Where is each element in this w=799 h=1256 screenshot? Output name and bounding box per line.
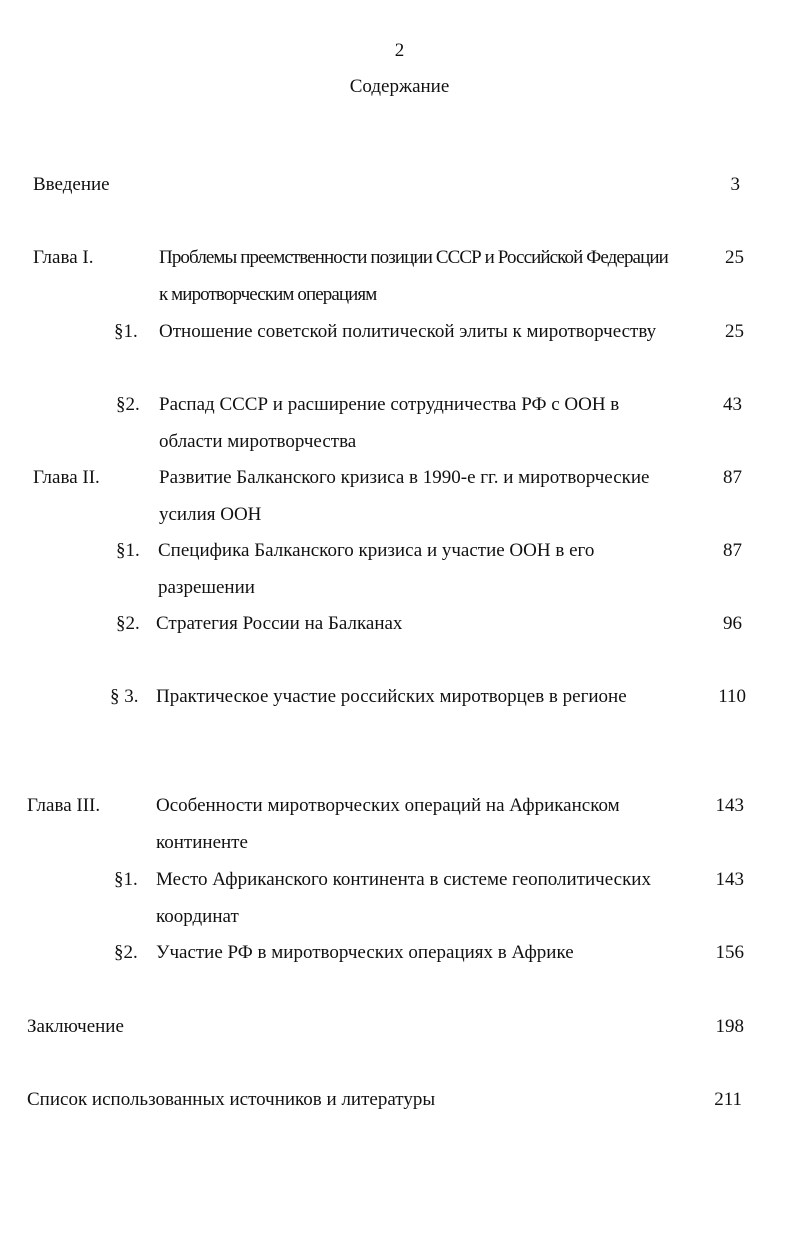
chapter1-label: Глава I. <box>33 247 94 268</box>
chapter1-s2-page: 43 <box>723 394 742 415</box>
chapter1-s1-mark: §1. <box>114 321 138 342</box>
chapter2-s2-mark: §2. <box>116 613 140 634</box>
chapter1-title-line1: Проблемы преемственности позиции СССР и Российской Федерации <box>159 247 668 268</box>
chapter2-s3-mark: § 3. <box>110 686 139 707</box>
page-title: Содержание <box>349 76 450 97</box>
chapter1-s2-line1: Распад СССР и расширение сотрудничества РФ с ООН в <box>159 394 620 415</box>
chapter3-s1-mark: §1. <box>114 869 138 890</box>
chapter3-s1-line2: координат <box>156 906 239 927</box>
chapter1-title-line2: к миротворческим операциям <box>159 284 377 305</box>
chapter2-title-line2: усилия ООН <box>159 504 262 525</box>
chapter3-s2-page: 156 <box>715 942 744 963</box>
page-number: 2 <box>394 40 405 61</box>
chapter3-page: 143 <box>715 795 744 816</box>
chapter2-s3-text: Практическое участие российских миротворцев в регионе <box>156 686 627 707</box>
chapter2-s3-page: 110 <box>718 686 746 707</box>
chapter2-s2-text: Стратегия России на Балканах <box>156 613 403 634</box>
chapter1-page: 25 <box>725 247 744 268</box>
chapter2-page: 87 <box>723 467 742 488</box>
chapter3-title-line2: континенте <box>156 832 248 853</box>
chapter3-s1-page: 143 <box>715 869 744 890</box>
chapter3-s2-text: Участие РФ в миротворческих операциях в Африке <box>156 942 574 963</box>
bibliography-page: 211 <box>714 1089 742 1110</box>
chapter3-title-line1: Особенности миротворческих операций на Африканском <box>156 795 620 816</box>
chapter2-s2-page: 96 <box>723 613 742 634</box>
intro-page: 3 <box>730 174 740 195</box>
chapter3-s1-line1: Место Африканского континента в системе геополитических <box>156 869 651 890</box>
chapter2-label: Глава II. <box>33 467 100 488</box>
conclusion-page: 198 <box>715 1016 744 1037</box>
chapter1-s2-mark: §2. <box>116 394 140 415</box>
chapter3-label: Глава III. <box>27 795 101 816</box>
chapter1-s1-page: 25 <box>725 321 744 342</box>
chapter2-s1-page: 87 <box>723 540 742 561</box>
bibliography-label: Список использованных источников и литературы <box>27 1089 436 1110</box>
chapter2-s1-line1: Специфика Балканского кризиса и участие ООН в его <box>158 540 595 561</box>
conclusion-label: Заключение <box>27 1016 124 1037</box>
intro-label: Введение <box>33 174 110 195</box>
chapter2-s1-line2: разрешении <box>158 577 255 598</box>
chapter1-s2-line2: области миротворчества <box>159 431 357 452</box>
chapter3-s2-mark: §2. <box>114 942 138 963</box>
chapter1-s1-text: Отношение советской политической элиты к миротворчеству <box>159 321 657 342</box>
chapter2-title-line1: Развитие Балканского кризиса в 1990-е гг. и миротворческие <box>159 467 650 488</box>
chapter2-s1-mark: §1. <box>116 540 140 561</box>
